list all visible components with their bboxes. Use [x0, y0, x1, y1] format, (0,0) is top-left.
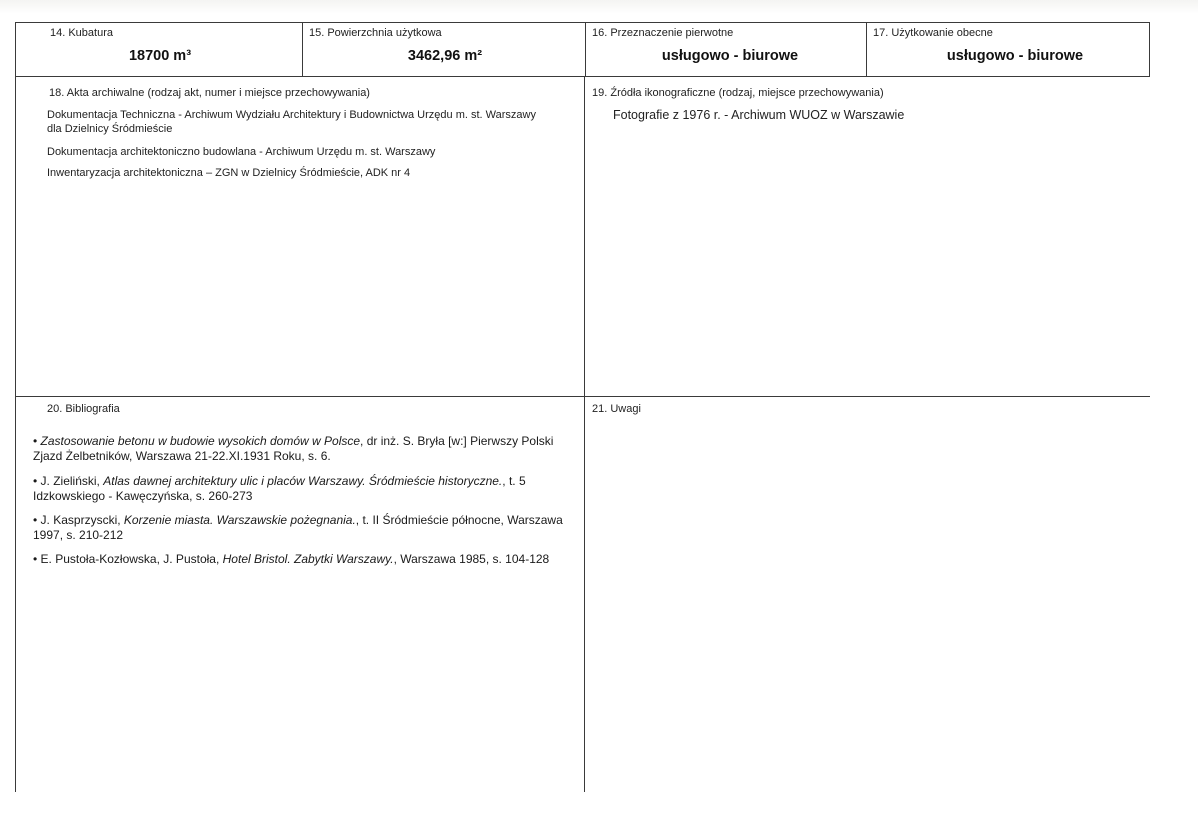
bib-rest: , dr inż. S. Bryła [w:] Pierwszy Polski Zjazd Żelbetników, Warszawa 21-22.XI.1931 Roku, s. 6. [33, 434, 554, 463]
bullet: • [33, 513, 38, 527]
uzytkowanie-value: usługowo - biurowe [946, 48, 1084, 64]
bullet: • [33, 474, 38, 488]
row2-bottom-border [15, 396, 1150, 397]
row1-bottom-border [15, 76, 1150, 77]
kubatura-label: 14. Kubatura [50, 27, 113, 39]
page-top-edge [0, 0, 1198, 14]
powierzchnia-value: 3462,96 m² [407, 48, 483, 64]
uzytkowanie-label: 17. Użytkowanie obecne [873, 27, 993, 39]
kubatura-value: 18700 m³ [128, 48, 192, 64]
bib-title: Atlas dawnej architektury ulic i placów Warszawy. Śródmieście historyczne. [103, 474, 503, 488]
center-divider [584, 76, 585, 792]
row1-divider-1 [302, 22, 303, 76]
bib-lead: J. Kasprzyscki, [40, 513, 124, 527]
bib-lead: J. Zieliński, [40, 474, 104, 488]
zrodla-label: 19. Źródła ikonograficzne (rodzaj, miejsce przechowywania) [592, 87, 884, 99]
akta-item-1: Dokumentacja Techniczna - Archiwum Wydziału Architektury i Budownictwa Urzędu m. st. Warszawy dla Dzielnicy Śródmieście [47, 109, 536, 135]
przeznaczenie-label: 16. Przeznaczenie pierwotne [592, 27, 734, 39]
akta-item-2: Dokumentacja architektoniczno budowlana - Archiwum Urzędu m. st. Warszawy [47, 146, 436, 158]
bibliography-entry [33, 474, 578, 504]
bibliography-entry [33, 434, 578, 464]
form-top-border [15, 22, 1150, 23]
bib-title: Korzenie miasta. Warszawskie pożegnania. [123, 513, 356, 527]
form-left-border [15, 22, 16, 792]
uwagi-label: 21. Uwagi [592, 403, 641, 415]
bibliografia-label: 20. Bibliografia [47, 403, 120, 415]
row1-divider-2 [585, 22, 586, 76]
bib-rest: , t. II Śródmieście północne, Warszawa 1997, s. 210-212 [33, 513, 563, 542]
bullet: • [33, 434, 38, 448]
bib-rest: , Warszawa 1985, s. 104-128 [393, 552, 550, 566]
row1-divider-3 [866, 22, 867, 76]
bullet: • [33, 552, 38, 566]
bibliography-entry [33, 552, 578, 567]
powierzchnia-label: 15. Powierzchnia użytkowa [309, 27, 442, 39]
bib-rest: , t. 5 Idzkowskiego - Kawęczyńska, s. 260-273 [33, 474, 526, 503]
bib-title: Hotel Bristol. Zabytki Warszawy. [222, 552, 394, 566]
akta-label: 18. Akta archiwalne (rodzaj akt, numer i miejsce przechowywania) [49, 87, 370, 99]
akta-item-3: Inwentaryzacja architektoniczna – ZGN w Dzielnicy Śródmieście, ADK nr 4 [47, 167, 411, 179]
bibliography-entry [33, 513, 578, 543]
zrodla-text: Fotografie z 1976 r. - Archiwum WUOZ w Warszawie [613, 108, 905, 122]
row1-right-border [1149, 22, 1150, 76]
bib-title: Zastosowanie betonu w budowie wysokich domów w Polsce [40, 434, 361, 448]
bib-lead: E. Pustoła-Kozłowska, J. Pustoła, [40, 552, 223, 566]
przeznaczenie-value: usługowo - biurowe [661, 48, 799, 64]
